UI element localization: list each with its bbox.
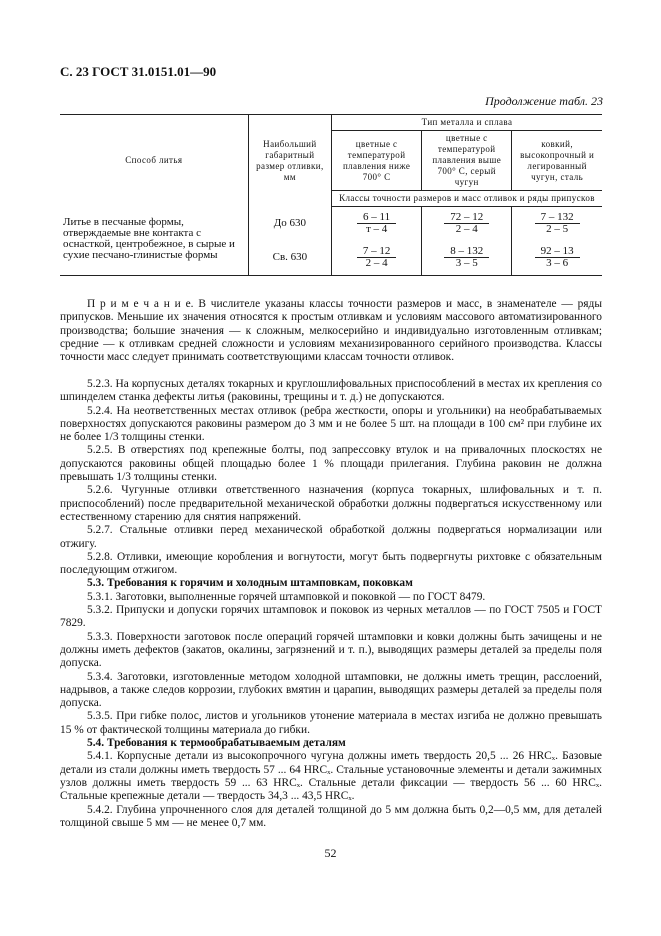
paragraph-5-4-1: 5.4.1. Корпусные детали из высокопрочного чугуна должны иметь твердость 20,5 ... 26 HRCₓ. Базовые детали из стали должны иметь твердость 57 ... 64 HRCₓ. Стальные установочные элементы и детали зажимных узлов должны иметь твердость 59 ... 63 HRCₓ. Стальные детали фиксации — твердость 56 ... 60 HRCₓ. Стальные крепежные детали — твердость 34,3 ... 43,5 HRCₓ. — [60, 750, 602, 803]
casting-accuracy-table — [60, 114, 602, 276]
col-header-method: Способ литья — [60, 115, 248, 207]
paragraph-5-2-8: 5.2.8. Отливки, имеющие коробления и вогнутости, могут быть подвергнуты рихтовке с обязательным последующим отжигом. — [60, 550, 602, 577]
table-continuation-label: Продолжение табл. 23 — [485, 94, 603, 108]
paragraph-5-2-5: 5.2.5. В отверстиях под крепежные болты, под запрессовку втулок и на привалочных плоскостях не допускаются раковины общей площадью более 1 % площади прилегания. Глубина раковин не должна превышать 1/3 толщины стенки. — [60, 444, 602, 484]
class-cell: $\frac{7 - 132}{2 - 5}$ — [512, 207, 602, 241]
paragraph-5-3-3: 5.3.3. Поверхности заготовок после операций горячей штамповки и ковки должны быть зачищены и не должны иметь дефектов (закатов, окалины, загрязнений и т. п.), выводящих размеры деталей за пределы поля допуска. — [60, 630, 602, 670]
paragraph-5-3-4: 5.3.4. Заготовки, изготовленные методом холодной штамповки, не должны иметь трещин, расслоений, надрывов, а также следов коррозии, глубоких вмятин и царапин, выводящих размеры деталей за пределы поля допуска. — [60, 670, 602, 710]
class-cell: $\frac{92 - 13}{3 - 6}$ — [512, 241, 602, 276]
paragraph-5-2-6: 5.2.6. Чугунные отливки ответственного назначения (корпуса токарных, шлифовальных и т. п. приспособлений) после предварительной механической обработки должны подвергаться искусственному или естественному старению для снятия напряжений. — [60, 484, 602, 523]
paragraph-5-3-5: 5.3.5. При гибке полос, листов и угольников утонение материала в местах изгиба не должно превышать 15 % от фактической толщины материала до гибки. — [60, 710, 602, 736]
page-number: 52 — [324, 846, 337, 860]
size-cell: До 630 — [248, 207, 331, 241]
table-note — [60, 298, 602, 364]
group-header-metal: Тип металла и сплава — [332, 115, 602, 131]
paragraph-5-2-4: 5.2.4. На неответственных местах отливок (ребра жесткости, опоры и угольники) на необрабатываемых поверхностях допускаются раковины размером до 3 мм и не более 5 шт. на площади в 100 см² при глубине их не более 1/3 толщины стенки. — [60, 404, 602, 444]
col-header-size: Наибольший габаритный размер отливки, мм — [248, 115, 331, 207]
main-text — [60, 378, 602, 830]
paragraph-5-3-2: 5.3.2. Припуски и допуски горячих штамповок и поковок из черных металлов — по ГОСТ 7505 и ГОСТ 7829. — [60, 604, 602, 630]
section-heading-5-3: 5.3. Требования к горячим и холодным штамповкам, поковкам — [87, 577, 413, 590]
paragraph-5-2-3: 5.2.3. На корпусных деталях токарных и круглошлифовальных приспособлений в местах их крепления со шпинделем станка дефекты литья (раковины, трещины и т. д.) не допускаются. — [60, 378, 602, 404]
page-header: С. 23 ГОСТ 31.0151.01—90 — [60, 64, 217, 79]
note-text: П р и м е ч а н и е. В числителе указаны классы точности размеров и масс, в знаменателе — ряды припусков. Меньшие их значения относятся к простым отливкам и условиям массового автоматизированного производства; большие значения — к сложным, мелкосерийно и индивидуально изготовленным отливкам; средние — к отливкам средней сложности и условиям механизированного серийного производства. Классы точности масс следует принимать соответствующими классам точности отливок. — [60, 298, 602, 364]
classes-header: Классы точности размеров и масс отливок и ряды припусков — [332, 191, 602, 207]
paragraph-5-4-2: 5.4.2. Глубина упрочненного слоя для деталей толщиной до 5 мм должна быть 0,2—0,5 мм, для деталей толщиной свыше 5 мм — не менее 0,7 мм. — [60, 803, 602, 829]
size-cell: Св. 630 — [248, 241, 331, 276]
class-cell: $\frac{8 - 132}{3 - 5}$ — [422, 241, 512, 276]
paragraph-5-2-7: 5.2.7. Стальные отливки перед механической обработкой должны подвергаться нормализации или отжигу. — [60, 524, 602, 550]
paragraph-5-3-1: 5.3.1. Заготовки, выполненные горячей штамповкой и поковкой — по ГОСТ 8479. — [87, 590, 486, 603]
class-cell: $\frac{72 - 12}{2 - 4}$ — [422, 207, 512, 241]
col-header-metal-1: цветные с температурой плавления ниже 700° С — [332, 131, 422, 191]
col-header-metal-2: цветные с температурой плавления выше 700° С, серый чугун — [422, 131, 512, 191]
col-header-metal-3: ковкий, высокопрочный и легированный чугун, сталь — [512, 131, 602, 191]
section-heading-5-4: 5.4. Требования к термообрабатываемым деталям — [87, 737, 346, 750]
class-cell: $\frac{6 - 11}{т - 4}$ — [332, 207, 422, 241]
class-cell: $\frac{7 - 12}{2 - 4}$ — [332, 241, 422, 276]
casting-method-cell: Литье в песчаные формы, отверждаемые вне контакта с оснасткой, центробежное, в сырые и сухие песчано-глинистые формы — [63, 215, 235, 261]
